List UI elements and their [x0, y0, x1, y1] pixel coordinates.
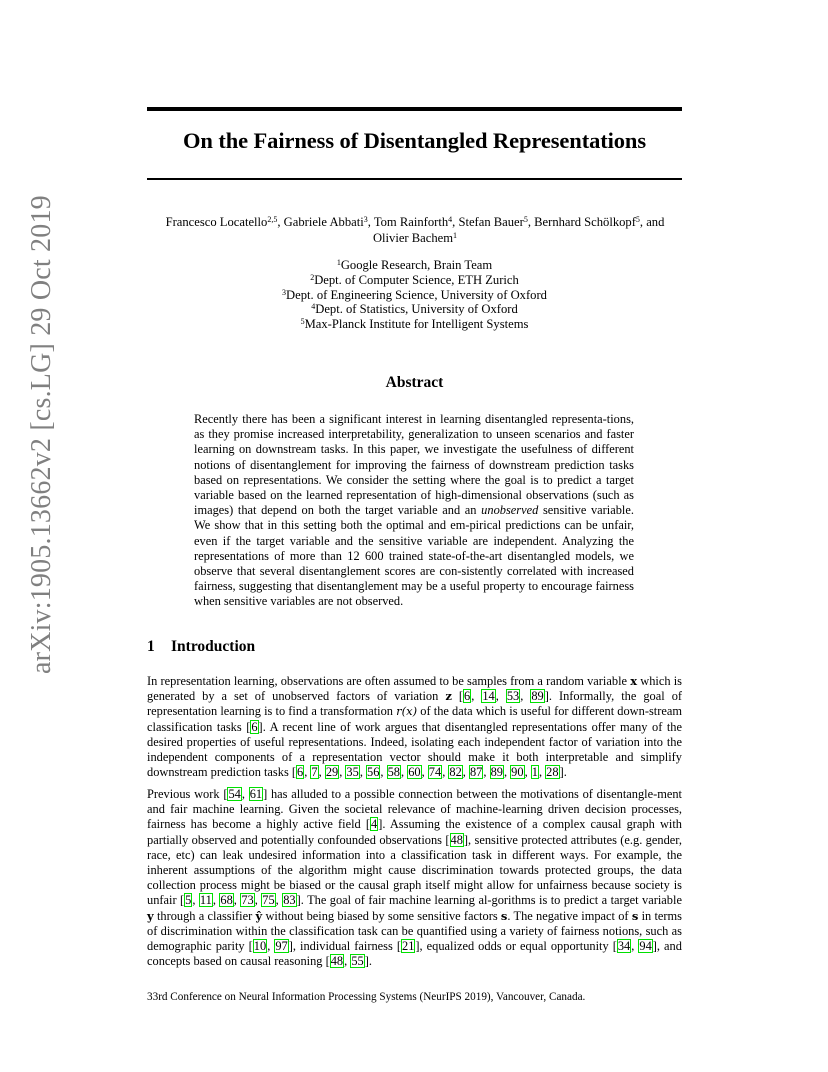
conference-footer: 33rd Conference on Neural Information Processing Systems (NeurIPS 2019), Vancouver, Canada.: [147, 991, 586, 1003]
citation-link[interactable]: 34: [617, 939, 631, 954]
citation-link[interactable]: 58: [387, 765, 400, 780]
affiliation: $^3$Dept. of Engineering Science, University of Oxford: [282, 287, 547, 302]
citation-link[interactable]: 87: [469, 765, 483, 780]
citation-link[interactable]: 5: [185, 893, 192, 908]
author: Francesco Locatello: [165, 215, 268, 229]
citation-link[interactable]: 1: [531, 765, 538, 780]
affiliation-list: [147, 258, 682, 332]
citation-link[interactable]: 89: [531, 689, 544, 704]
citation-link[interactable]: 83: [283, 893, 296, 908]
citation-link[interactable]: 29: [325, 765, 339, 780]
citation-link[interactable]: 48: [330, 954, 344, 969]
citation-link[interactable]: 53: [506, 689, 520, 704]
title-bottom-rule: [147, 178, 682, 180]
affiliation: $^2$Dept. of Computer Science, ETH Zurich: [310, 272, 519, 287]
citation-link[interactable]: 75: [262, 893, 275, 908]
citation-link[interactable]: 97: [275, 939, 288, 954]
citation-link[interactable]: 94: [639, 939, 652, 954]
top-rule: [147, 107, 682, 111]
citation-link[interactable]: 6: [297, 765, 304, 780]
section-heading-introduction: 1 Introduction: [147, 638, 256, 655]
author: Olivier Bachem: [372, 231, 454, 245]
citation-link[interactable]: 11: [199, 893, 212, 908]
paper-title: On the Fairness of Disentangled Representations: [182, 128, 646, 153]
abstract-heading: Abstract: [385, 374, 444, 391]
citation-link[interactable]: 73: [241, 893, 254, 908]
abstract-body: Recently there has been a significant interest in learning disentangled representa-tions, as they promise increased interpretability, generalization to unseen scenarios and faster learning on downstream tasks. In this paper, we investigate the usefulness of different notions of disentanglement for improving the fairness of downstream prediction tasks based on representations. We consider the setting where the goal is to predict a target variable based on the learned representation of high-dimensional observations (such as images) that depend on both the target variable and an unobserved sensitive variable. We show that in this setting both the optimal and em-pirical predictions can be unfair, even if the target variable and the sensitive variable are independent. Analyzing the representations of more than 12 600 trained state-of-the-art disentangled models, we observe that several disentanglement scores are con-sistently correlated with increased fairness, suggesting that disentanglement may be a useful property to encourage fairness when sensitive variables are not observed.: [194, 412, 634, 609]
citation-link[interactable]: 6: [464, 689, 471, 704]
citation-link[interactable]: 48: [450, 832, 463, 847]
intro-paragraph-2: Previous work [54, 61] has alluded to a possible connection between the motivations of disentangle-ment and fair machine learning. Given the societal relevance of machine-learning driven decision processes, fairness has become a highly active field [4]. Assuming the existence of a complex causal graph with partially observed and potentially confounded observations [48], sensitive protected attributes (e.g. gender, race, etc) can leak undesired information into a classification task in different ways. For example, the inherent assumptions of the algorithm might cause discrimination towards protected groups, the data collection process might be biased or the causal graph itself might allow for unfairness because society is unfair [5, 11, 68, 73, 75, 83]. The goal of fair machine learning al-gorithms is to predict a target variable y through a classifier ŷ without being biased by some sensitive factors s. The negative impact of s in terms of discrimination within the classification task can be quantified using a variety of fairness notions, such as demographic parity [10, 97], individual fairness [21], equalized odds or equal opportunity [34, 94], and concepts based on causal reasoning [48, 55].: [147, 787, 683, 969]
intro-paragraph-1: In representation learning, observations are often assumed to be samples from a random variable x which is generated by a set of unobserved factors of variation z [6, 14, 53, 89]. Informally, the goal of representation learning is to find a transformation r(x) of the data which is useful for different down-stream classification tasks [6]. A recent line of work argues that disentangled representations offer many of the desired properties of useful representations. Indeed, isolating each independent factor of variation into the independent components of a representation vector should make it both interpretable and simplify downstream prediction tasks [6, 7, 29, 35, 56, 58, 60, 74, 82, 87, 89, 90, 1, 28].: [147, 674, 683, 780]
citation-link[interactable]: 28: [546, 765, 559, 780]
affiliation: $^1$Google Research, Brain Team: [336, 258, 493, 272]
author-list: Francesco Locatello$^{2,5}$, Gabriele Abbati$^3$, Tom Rainforth$^4$, Stefan Bauer$^5$, Bernhard Schölkopf$^5$, and Olivier Bachem$^1$: [165, 215, 665, 245]
citation-link[interactable]: 74: [428, 765, 442, 780]
affiliation: $^5$Max-Planck Institute for Intelligent Systems: [300, 317, 529, 332]
author: Tom Rainforth: [373, 215, 449, 229]
citation-link[interactable]: 61: [249, 787, 263, 801]
citation-link[interactable]: 35: [346, 765, 359, 780]
citation-link[interactable]: 68: [220, 893, 233, 908]
citation-link[interactable]: 10: [253, 939, 267, 954]
citation-link[interactable]: 14: [482, 689, 495, 704]
citation-link[interactable]: 21: [402, 939, 415, 954]
author: Gabriele Abbati: [283, 215, 364, 229]
arxiv-identifier: arXiv:1905.13662v2 [cs.LG] 29 Oct 2019: [26, 195, 57, 674]
citation-link[interactable]: 7: [311, 765, 318, 780]
citation-link[interactable]: 55: [351, 954, 364, 969]
citation-link[interactable]: 4: [370, 817, 378, 832]
citation-link[interactable]: 82: [449, 765, 462, 780]
citation-link[interactable]: 54: [228, 787, 241, 801]
citation-link[interactable]: 89: [490, 765, 503, 780]
citation-link[interactable]: 56: [367, 765, 380, 780]
affiliation: $^4$Dept. of Statistics, University of Oxford: [311, 302, 518, 317]
author: Stefan Bauer: [458, 215, 524, 229]
author: Bernhard Schölkopf: [534, 215, 636, 229]
citation-link[interactable]: 60: [408, 765, 421, 780]
citation-link[interactable]: 6: [251, 719, 258, 734]
citation-link[interactable]: 90: [511, 765, 524, 780]
